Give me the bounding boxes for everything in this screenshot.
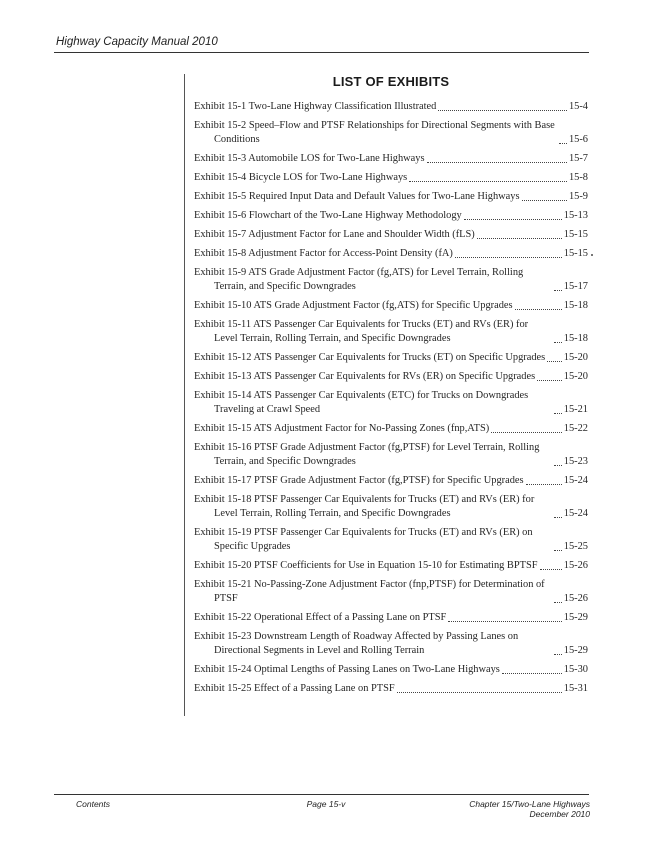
exhibit-page-number: 15-24 [563,475,588,486]
exhibit-page-number: 15-29 [563,612,588,623]
dot-leader [554,648,562,655]
exhibit-title: Exhibit 15-17 PTSF Grade Adjustment Factor (fg,PTSF) for Specific Upgrades [194,475,524,486]
exhibit-title: Exhibit 15-20 PTSF Coefficients for Use in Equation 15-10 for Estimating BPTSF [194,560,538,571]
exhibit-entry[interactable] [194,474,588,488]
exhibit-list [194,100,588,701]
exhibit-title: Exhibit 15-8 Adjustment Factor for Access-Point Density (fA) [194,248,453,259]
exhibit-entry[interactable] [194,318,588,346]
dot-leader [515,303,562,310]
exhibit-entry[interactable] [194,559,588,573]
dot-leader [554,284,562,291]
exhibit-entry[interactable] [194,526,588,554]
running-header-title: Highway Capacity Manual 2010 [56,36,218,48]
exhibit-page-number: 15-15 [563,248,588,259]
exhibit-page-number: 15-30 [563,664,588,675]
dot-leader [554,407,562,414]
exhibit-title: Exhibit 15-22 Operational Effect of a Passing Lane on PTSF [194,612,447,623]
exhibit-page-number: 15-6 [568,134,588,145]
exhibit-title: Exhibit 15-13 ATS Passenger Car Equivalents for RVs (ER) on Specific Upgrades [194,371,536,382]
exhibit-page-number: 15-20 [563,352,588,363]
exhibit-entry[interactable] [194,266,588,294]
dot-leader [540,563,562,570]
exhibit-page-number: 15-15 [563,229,588,240]
exhibit-entry[interactable] [194,422,588,436]
footer-rule [54,794,589,795]
exhibit-title: Exhibit 15-19 PTSF Passenger Car Equivalents for Trucks (ET) and RVs (ER) on Specific Upgrades [194,527,533,552]
dot-leader [522,194,567,201]
exhibit-entry[interactable] [194,370,588,384]
dot-leader [554,511,562,518]
dot-leader [464,213,562,220]
dot-leader [554,336,562,343]
exhibit-entry[interactable] [194,190,588,204]
exhibit-page-number: 15-21 [563,404,588,415]
exhibit-entry[interactable] [194,351,588,365]
dot-leader [397,686,562,693]
footer-chapter-title: Chapter 15/Two-Lane Highways [469,799,590,809]
exhibit-title: Exhibit 15-2 Speed–Flow and PTSF Relationships for Directional Segments with Base Conditions [194,120,555,145]
exhibit-entry[interactable] [194,100,588,114]
list-of-exhibits-heading: LIST OF EXHIBITS [332,74,450,89]
exhibit-title: Exhibit 15-9 ATS Grade Adjustment Factor (fg,ATS) for Level Terrain, Rolling Terrain, and Specific Downgrades [194,267,524,292]
exhibit-entry[interactable] [194,441,588,469]
exhibit-page-number: 15-17 [563,281,588,292]
dot-leader [427,156,567,163]
footer-edition-date: December 2010 [529,809,590,819]
exhibit-page-number: 15-9 [568,191,588,202]
exhibit-title: Exhibit 15-12 ATS Passenger Car Equivalents for Trucks (ET) on Specific Upgrades [194,352,546,363]
header-rule [54,52,589,53]
exhibit-page-number: 15-13 [563,210,588,221]
footer-section-label: Contents [76,799,111,809]
exhibit-title: Exhibit 15-15 ATS Adjustment Factor for No-Passing Zones (fnp,ATS) [194,423,490,434]
dot-leader [491,426,562,433]
exhibit-entry[interactable] [194,493,588,521]
exhibit-entry[interactable] [194,209,588,223]
exhibit-title: Exhibit 15-16 PTSF Grade Adjustment Factor (fg,PTSF) for Level Terrain, Rolling Terrain, and Specific Downgrades [194,442,540,467]
exhibit-title: Exhibit 15-3 Automobile LOS for Two-Lane Highways [194,153,425,164]
exhibit-title: Exhibit 15-18 PTSF Passenger Car Equivalents for Trucks (ET) and RVs (ER) for Level Terrain, Rolling Terrain, and Specific Downgrades [194,494,535,519]
exhibit-title: Exhibit 15-6 Flowchart of the Two-Lane Highway Methodology [194,210,462,221]
dot-leader [547,355,562,362]
exhibit-entry[interactable] [194,682,588,696]
exhibit-title: Exhibit 15-11 ATS Passenger Car Equivalents for Trucks (ET) and RVs (ER) for Level Terrain, Rolling Terrain, and Specific Downgrades [194,319,529,344]
exhibit-page-number: 15-22 [563,423,588,434]
exhibit-page-number: 15-7 [568,153,588,164]
exhibit-page-number: 15-25 [563,541,588,552]
exhibit-title: Exhibit 15-5 Required Input Data and Default Values for Two-Lane Highways [194,191,520,202]
exhibit-entry[interactable] [194,611,588,625]
dot-leader [554,544,562,551]
dot-leader [455,251,562,258]
exhibit-page-number: 15-26 [563,560,588,571]
exhibit-title: Exhibit 15-10 ATS Grade Adjustment Factor (fg,ATS) for Specific Upgrades [194,300,513,311]
exhibit-page-number: 15-18 [563,300,588,311]
footer-page-number: Page 15-v [306,799,346,809]
exhibit-title: Exhibit 15-4 Bicycle LOS for Two-Lane Highways [194,172,408,183]
exhibit-page-number: 15-26 [563,593,588,604]
exhibit-title: Exhibit 15-25 Effect of a Passing Lane on PTSF [194,683,395,694]
dot-leader [477,232,562,239]
exhibit-page-number: 15-8 [568,172,588,183]
dot-leader [448,615,561,622]
dot-leader [502,667,562,674]
exhibit-entry[interactable] [194,299,588,313]
exhibit-page-number: 15-18 [563,333,588,344]
dot-leader [438,104,567,111]
exhibit-entry[interactable] [194,630,588,658]
exhibit-entry[interactable] [194,228,588,242]
exhibit-entry[interactable] [194,171,588,185]
exhibit-title: Exhibit 15-7 Adjustment Factor for Lane and Shoulder Width (fLS) [194,229,475,240]
margin-rule [184,74,185,716]
footer-chapter-info [469,799,590,819]
exhibit-title: Exhibit 15-24 Optimal Lengths of Passing Lanes on Two-Lane Highways [194,664,500,675]
exhibit-entry[interactable] [194,119,588,147]
exhibit-page-number: 15-24 [563,508,588,519]
dot-leader [554,596,562,603]
exhibit-page-number: 15-23 [563,456,588,467]
exhibit-entry[interactable] [194,247,588,261]
exhibit-page-number: 15-20 [563,371,588,382]
exhibit-title: Exhibit 15-1 Two-Lane Highway Classification Illustrated [194,101,437,112]
exhibit-entry[interactable] [194,389,588,417]
dot-leader [554,459,562,466]
exhibit-entry[interactable] [194,152,588,166]
margin-mark [591,254,593,256]
exhibit-page-number: 15-4 [568,101,588,112]
exhibit-page-number: 15-29 [563,645,588,656]
exhibit-entry[interactable] [194,578,588,606]
exhibit-page-number: 15-31 [563,683,588,694]
dot-leader [537,374,562,381]
exhibit-title: Exhibit 15-14 ATS Passenger Car Equivalents (ETC) for Trucks on Downgrades Traveling at Crawl Speed [194,390,529,415]
exhibit-title: Exhibit 15-21 No-Passing-Zone Adjustment Factor (fnp,PTSF) for Determination of PTSF [194,579,545,604]
dot-leader [409,175,567,182]
exhibit-entry[interactable] [194,663,588,677]
dot-leader [559,137,567,144]
exhibit-title: Exhibit 15-23 Downstream Length of Roadway Affected by Passing Lanes on Directional Segments in Level and Rolling Terrain [194,631,519,656]
dot-leader [526,478,562,485]
